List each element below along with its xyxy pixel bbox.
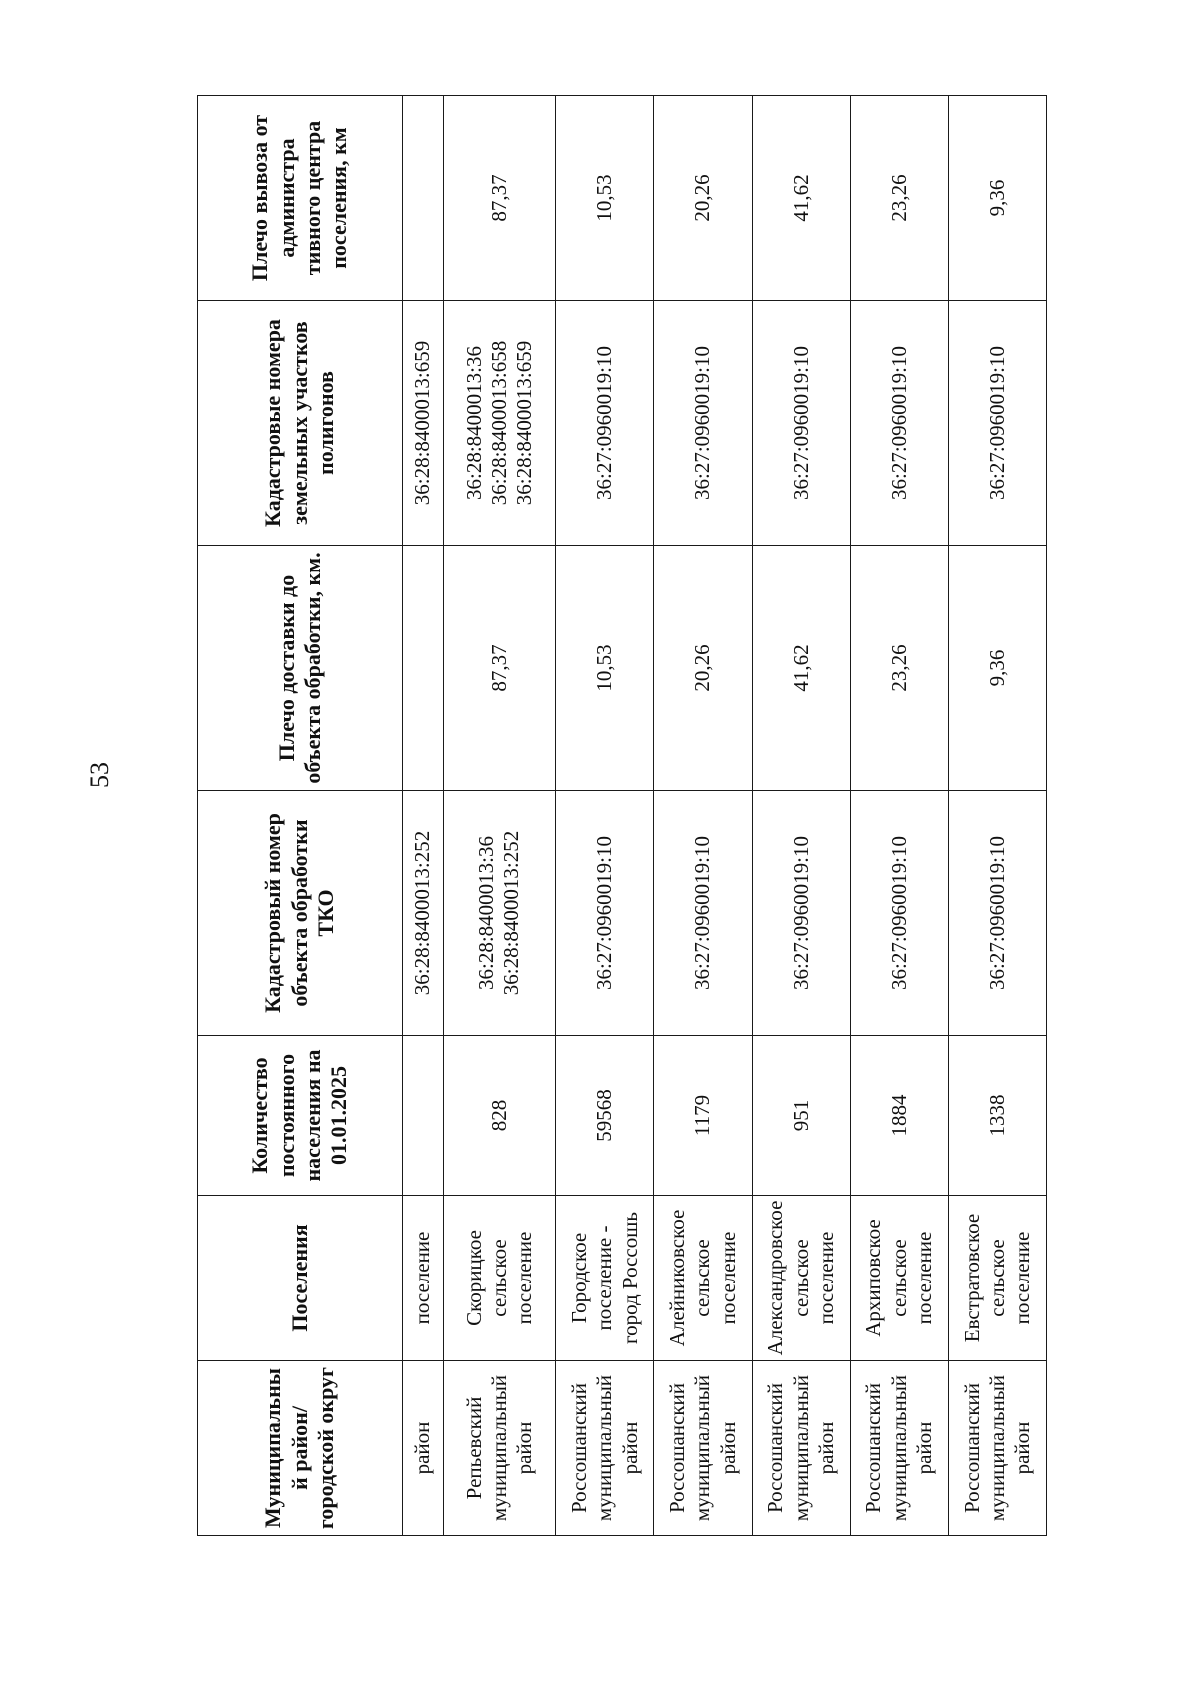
cell-settlement: Архиповское сельское поселение	[850, 1196, 948, 1361]
cell-district: Россошанский муниципальный район	[948, 1361, 1046, 1536]
cell-settlement: Городское поселение - город Россошь	[556, 1196, 654, 1361]
cell-delivery-km: 23,26	[850, 546, 948, 791]
cell-land-cadastral	[752, 301, 850, 546]
table-row	[403, 96, 444, 1536]
cell-land-cadastral	[850, 301, 948, 546]
cell-delivery-km: 87,37	[443, 546, 556, 791]
table-row	[654, 96, 752, 1536]
waste-logistics-table-container	[197, 96, 1047, 1536]
cadastral-number: 36:27:0960019:10	[984, 346, 1009, 501]
cell-district: Россошанский муниципальный район	[850, 1361, 948, 1536]
header-population: Количество постоянного населения на 01.01.2025	[198, 1036, 403, 1196]
cell-delivery-km: 41,62	[752, 546, 850, 791]
cell-processing-cadastral: 36:28:8400013:252	[403, 791, 444, 1036]
cadastral-number: 36:28:8400013:36	[474, 836, 499, 991]
cell-removal-km: 9,36	[948, 96, 1046, 301]
cell-settlement: Алейниковское сельское поселение	[654, 1196, 752, 1361]
cell-settlement: поселение	[403, 1196, 444, 1361]
cell-delivery-km: 20,26	[654, 546, 752, 791]
cell-processing-cadastral	[850, 791, 948, 1036]
cell-population: 1884	[850, 1036, 948, 1196]
cell-removal-km: 10,53	[556, 96, 654, 301]
cell-land-cadastral	[556, 301, 654, 546]
cell-delivery-km: 9,36	[948, 546, 1046, 791]
cadastral-number: 36:27:0960019:10	[592, 346, 617, 501]
table-row	[850, 96, 948, 1536]
cell-district: Россошанский муниципальный район	[654, 1361, 752, 1536]
cell-district: Репьевский муниципальный район	[443, 1361, 556, 1536]
cell-population	[403, 1036, 444, 1196]
waste-logistics-table	[197, 95, 1047, 1536]
cell-district: район	[403, 1361, 444, 1536]
cell-delivery-km	[403, 546, 444, 791]
header-processing-cadastral: Кадастровый номер объекта обработки ТКО	[198, 791, 403, 1036]
cell-processing-cadastral	[443, 791, 556, 1036]
cadastral-number: 36:28:8400013:658	[486, 340, 511, 506]
cadastral-number: 36:27:0960019:10	[886, 346, 911, 501]
cadastral-number: 36:27:0960019:10	[788, 836, 813, 991]
cell-settlement: Скорицкое сельское поселение	[443, 1196, 556, 1361]
cell-processing-cadastral	[752, 791, 850, 1036]
cell-removal-km: 20,26	[654, 96, 752, 301]
header-removal-km: Плечо вывоза от администра тивного центра поселения, км	[198, 96, 403, 301]
cell-removal-km: 41,62	[752, 96, 850, 301]
cell-land-cadastral	[948, 301, 1046, 546]
cell-removal-km: 87,37	[443, 96, 556, 301]
cell-removal-km: 23,26	[850, 96, 948, 301]
cadastral-number: 36:27:0960019:10	[690, 346, 715, 501]
cell-removal-km	[403, 96, 444, 301]
cadastral-number: 36:27:0960019:10	[690, 836, 715, 991]
cell-population: 1338	[948, 1036, 1046, 1196]
cadastral-number: 36:28:8400013:659	[512, 340, 537, 506]
cadastral-number: 36:27:0960019:10	[886, 836, 911, 991]
cell-land-cadastral	[654, 301, 752, 546]
page-number: 53	[85, 762, 114, 788]
cell-land-cadastral: 36:28:8400013:659	[403, 301, 444, 546]
table-row	[443, 96, 556, 1536]
cell-population: 951	[752, 1036, 850, 1196]
cadastral-number: 36:28:8400013:252	[499, 830, 524, 996]
cell-settlement: Александровское сельское поселение	[752, 1196, 850, 1361]
cell-population: 1179	[654, 1036, 752, 1196]
header-settlement: Поселения	[198, 1196, 403, 1361]
cell-processing-cadastral	[556, 791, 654, 1036]
cadastral-number: 36:27:0960019:10	[592, 836, 617, 991]
cell-land-cadastral	[443, 301, 556, 546]
cadastral-number: 36:27:0960019:10	[984, 836, 1009, 991]
header-delivery-km: Плечо доставки до объекта обработки, км.	[198, 546, 403, 791]
table-row	[752, 96, 850, 1536]
table-row	[948, 96, 1046, 1536]
table-row	[556, 96, 654, 1536]
cell-district: Россошанский муниципальный район	[752, 1361, 850, 1536]
header-land-cadastral: Кадастровые номера земельных участков полигонов	[198, 301, 403, 546]
header-district: Муниципальны й район/ городской округ	[198, 1361, 403, 1536]
cell-settlement: Евстратовское сельское поселение	[948, 1196, 1046, 1361]
cadastral-number: 36:28:8400013:36	[461, 346, 486, 501]
cell-district: Россошанский муниципальный район	[556, 1361, 654, 1536]
cadastral-number: 36:27:0960019:10	[788, 346, 813, 501]
cell-delivery-km: 10,53	[556, 546, 654, 791]
table-header-row	[198, 96, 403, 1536]
cell-population: 59568	[556, 1036, 654, 1196]
cell-population: 828	[443, 1036, 556, 1196]
cell-processing-cadastral	[654, 791, 752, 1036]
cell-processing-cadastral	[948, 791, 1046, 1036]
